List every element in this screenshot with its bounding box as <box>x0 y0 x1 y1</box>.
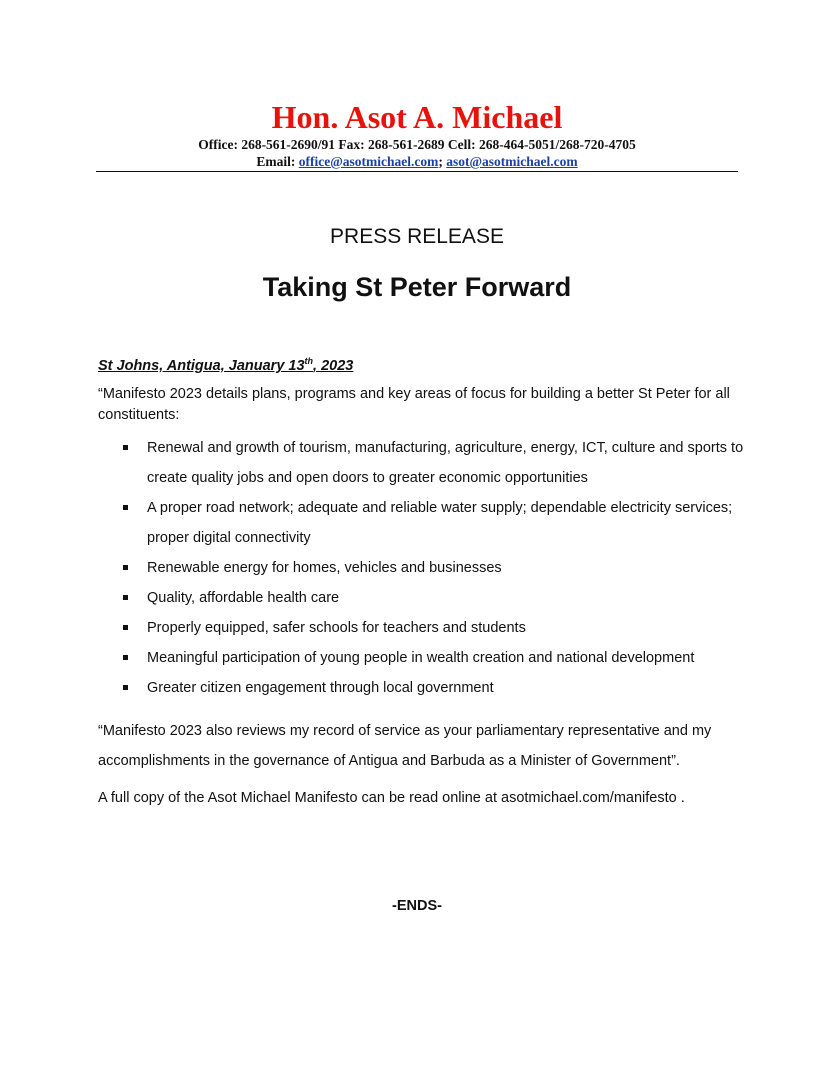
bullet-icon <box>123 505 128 510</box>
bullet-icon <box>123 565 128 570</box>
list-item <box>98 583 748 613</box>
document-title: Taking St Peter Forward <box>262 272 572 302</box>
dateline-year: , 2023 <box>313 357 354 374</box>
ends-marker: -ENDS- <box>392 898 442 914</box>
sender-name: Hon. Asot A. Michael <box>271 99 563 135</box>
list-item-text: Properly equipped, safer schools for teachers and students <box>147 620 526 636</box>
list-item-text: A proper road network; adequate and reliable water supply; dependable electricity services; proper digital connectivity <box>147 500 733 546</box>
contact-phones: Office: 268-561-2690/91 Fax: 268-561-2689 Cell: 268-464-5051/268-720-4705 <box>198 137 636 152</box>
list-item-text: Renewable energy for homes, vehicles and businesses <box>147 560 502 576</box>
list-item <box>98 553 748 583</box>
list-item <box>98 613 748 643</box>
email-separator: ; <box>438 154 447 169</box>
list-item <box>98 493 748 553</box>
list-item <box>98 643 748 673</box>
letterhead-divider <box>96 171 738 172</box>
letterhead <box>0 98 834 170</box>
bullet-icon <box>123 655 128 660</box>
manifesto-focus-list <box>98 433 748 703</box>
list-item-text: Meaningful participation of young people in wealth creation and national development <box>147 650 695 666</box>
email-label: Email: <box>256 154 299 169</box>
dateline-ordinal: th <box>304 356 314 366</box>
intro-paragraph: “Manifesto 2023 details plans, programs and key areas of focus for building a better St Peter for all constituents: <box>98 386 730 423</box>
list-item <box>98 673 748 703</box>
bullet-icon <box>123 685 128 690</box>
bullet-icon <box>123 445 128 450</box>
list-item-text: Greater citizen engagement through local government <box>147 680 494 696</box>
review-paragraph: “Manifesto 2023 also reviews my record of service as your parliamentary representative and my accomplishments in the governance of Antigua and Barbuda as a Minister of Government”. <box>98 723 712 769</box>
bullet-icon <box>123 625 128 630</box>
email-link-asot[interactable]: asot@asotmichael.com <box>446 154 578 169</box>
press-release-kicker: PRESS RELEASE <box>330 225 504 248</box>
bullet-icon <box>123 595 128 600</box>
full-copy-paragraph: A full copy of the Asot Michael Manifesto can be read online at asotmichael.com/manifesto . <box>98 790 685 806</box>
list-item-text: Quality, affordable health care <box>147 590 340 606</box>
list-item <box>98 433 748 493</box>
dateline <box>98 352 353 375</box>
list-item-text: Renewal and growth of tourism, manufacturing, agriculture, energy, ICT, culture and sports to create quality jobs and open doors to greater economic opportunities <box>147 440 744 486</box>
email-link-office[interactable]: office@asotmichael.com <box>298 154 439 169</box>
contact-email-line <box>0 153 834 170</box>
dateline-prefix: St Johns, Antigua, January 13 <box>98 357 305 374</box>
